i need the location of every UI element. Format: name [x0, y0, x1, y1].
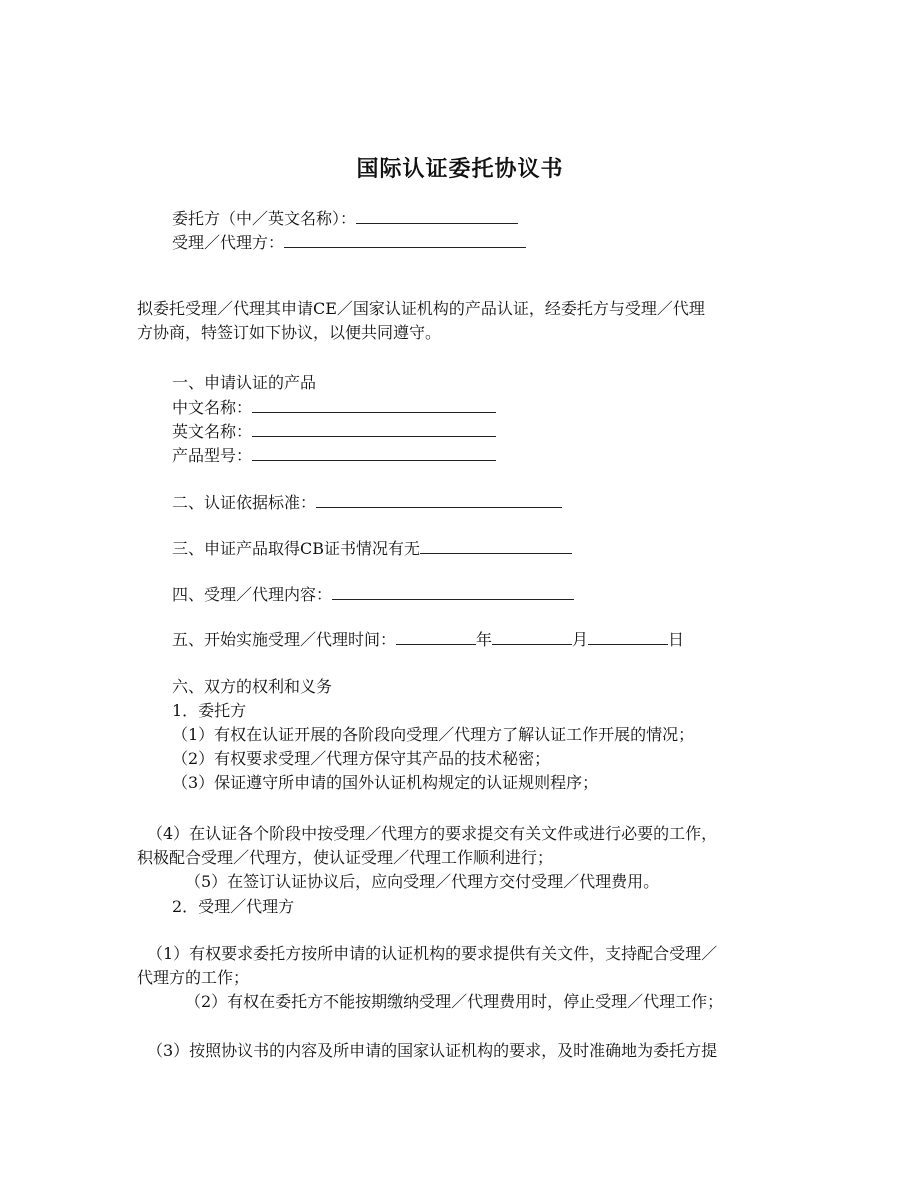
section-5-label: 五、开始实施受理／代理时间：	[172, 630, 397, 649]
agent-duty-item: （1）有权要求委托方按所申请的认证机构的要求提供有关文件，支持配合受理／	[147, 944, 718, 963]
client-name-blank[interactable]	[356, 207, 518, 224]
standard-blank[interactable]	[316, 491, 562, 508]
product-model-label: 产品型号：	[172, 446, 253, 465]
agent-name-label: 受理／代理方：	[172, 233, 285, 252]
client-duty-item: （2）有权要求受理／代理方保守其产品的技术秘密；	[172, 749, 551, 768]
product-en-name-label: 英文名称：	[172, 422, 253, 441]
client-duty-item: （3）保证遵守所申请的国外认证机构规定的认证规则程序；	[172, 773, 599, 792]
product-cn-name-blank[interactable]	[252, 396, 496, 413]
section-2-field	[172, 491, 562, 514]
agent-duty-item: （2）有权在委托方不能按期缴纳受理／代理费用时，停止受理／代理工作；	[185, 992, 724, 1011]
client-duty-item-continued: 积极配合受理／代理方，使认证受理／代理工作顺利进行；	[137, 848, 554, 867]
day-label: 日	[668, 630, 685, 649]
section-2-label: 二、认证依据标准：	[172, 493, 317, 512]
agent-name-field	[172, 231, 526, 254]
day-blank[interactable]	[588, 628, 668, 645]
section-4-field	[172, 583, 574, 606]
agent-name-blank[interactable]	[284, 231, 526, 248]
product-en-name-blank[interactable]	[252, 420, 496, 437]
client-duty-item: （1）有权在认证开展的各阶段向受理／代理方了解认证工作开展的情况；	[172, 725, 695, 744]
agent-duty-item: （3）按照协议书的内容及所申请的国家认证机构的要求，及时准确地为委托方提	[147, 1041, 718, 1060]
client-duty-item: （5）在签订认证协议后，应向受理／代理方交付受理／代理费用。	[185, 872, 660, 891]
section-3-label: 三、申证产品取得CB证书情况有无	[172, 539, 421, 558]
section-1-heading: 一、申请认证的产品	[172, 373, 317, 392]
agency-content-blank[interactable]	[332, 583, 574, 600]
agent-duties-heading: 2．受理／代理方	[172, 897, 295, 916]
agent-duty-item-continued: 代理方的工作；	[137, 968, 250, 987]
client-name-field	[172, 207, 518, 230]
section-5-field	[172, 628, 684, 651]
product-model-blank[interactable]	[252, 444, 496, 461]
product-en-name-field	[172, 420, 496, 443]
year-blank[interactable]	[396, 628, 476, 645]
intro-line-1: 拟委托受理／代理其申请CE／国家认证机构的产品认证，经委托方与受理／代理	[137, 299, 705, 318]
section-6-heading: 六、双方的权利和义务	[172, 677, 333, 696]
year-label: 年	[476, 630, 493, 649]
product-cn-name-field	[172, 396, 496, 419]
intro-line-2: 方协商，特签订如下协议，以便共同遵守。	[137, 323, 442, 342]
cb-certificate-blank[interactable]	[420, 537, 572, 554]
product-cn-name-label: 中文名称：	[172, 398, 253, 417]
month-blank[interactable]	[492, 628, 572, 645]
client-duty-item: （4）在认证各个阶段中按受理／代理方的要求提交有关文件或进行必要的工作，	[147, 824, 718, 843]
month-label: 月	[572, 630, 589, 649]
section-4-label: 四、受理／代理内容：	[172, 585, 333, 604]
client-duties-heading: 1．委托方	[172, 701, 247, 720]
document-title: 国际认证委托协议书	[356, 157, 564, 182]
client-name-label: 委托方（中／英文名称）：	[172, 209, 357, 228]
section-3-field	[172, 537, 572, 560]
product-model-field	[172, 444, 496, 467]
